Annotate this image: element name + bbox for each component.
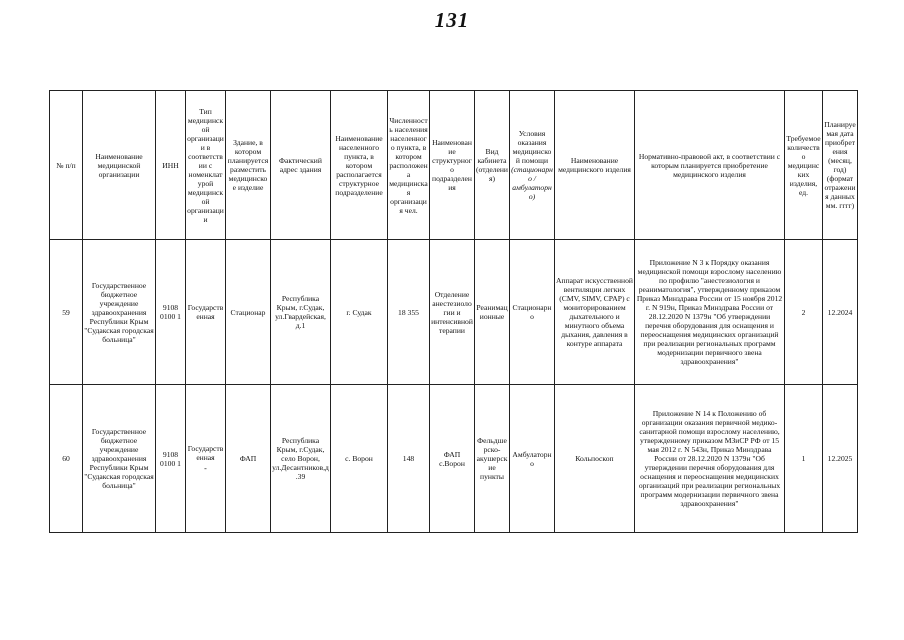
header-conditions [510,91,555,240]
header-building: Здание, в котором планируется разместить медицинское изделие [226,91,271,240]
cell-population: 148 [388,385,430,533]
header-locality: Наименование населенного пункта, в котором располагается структурное подразделение [331,91,388,240]
cell-building: Стационар [226,240,271,385]
header-room: Вид кабинета (отделения) [475,91,510,240]
equipment-table [49,90,858,533]
table-header-row [50,91,858,240]
page-number: 131 [434,8,470,32]
cell-inn: 9108 0100 1 [156,240,186,385]
cell-qty: 1 [785,385,823,533]
header-law: Нормативно-правовой акт, в соответствии с которым планируется приобретение медицинского изделия [635,91,785,240]
cell-locality: г. Судак [331,240,388,385]
cell-inn: 9108 0100 1 [156,385,186,533]
cell-building: ФАП [226,385,271,533]
cell-law: Приложение N 14 к Положению об организации оказания первичной медико-санитарной помощи взрослому населению, утвержденному приказом МЗиСР РФ от 15 мая 2012 г. N 543н, Приказ Минздрава России от 28.12.2020 N 1379н "Об утверждении перечня оборудования для оснащения и переоснащения медицинских организаций при реализации региональных программ модернизации первичного звена здравоохранения" [635,385,785,533]
cell-device: Аппарат искусственной вентиляции легких (CMV, SIMV, CPAP) с мониторированием дыхательного и минутного объема дыхания, давления в контуре аппарата [555,240,635,385]
cell-org-type-mark: - [204,464,207,473]
cell-num: 60 [50,385,83,533]
header-device: Наименование медицинского изделия [555,91,635,240]
cell-conditions: Стационарно [510,240,555,385]
header-population: Численность населения населенного пункта, в котором расположена медицинская организация чел. [388,91,430,240]
header-planned: Планируемая дата приобретения (месяц, год) (формат отражения данных мм. гггг) [823,91,858,240]
header-num: № п/п [50,91,83,240]
header-qty: Требуемое количество медицинских изделия, ед. [785,91,823,240]
table-row [50,385,858,533]
header-org-name: Наименование медицинской организации [83,91,156,240]
cell-num: 59 [50,240,83,385]
cell-planned: 12.2024 [823,240,858,385]
cell-qty: 2 [785,240,823,385]
cell-unit: ФАП с.Ворон [430,385,475,533]
cell-org-name: Государственное бюджетное учреждение здравоохранения Республики Крым "Судакская городская больница" [83,385,156,533]
header-unit: Наименование структурного подразделения [430,91,475,240]
header-address: Фактический адрес здания [271,91,331,240]
header-inn: ИНН [156,91,186,240]
cell-locality: с. Ворон [331,385,388,533]
header-org-type: Тип медицинской организации в соответствии с номенклатурой медицинской организации [186,91,226,240]
cell-planned: 12.2025 [823,385,858,533]
table-row [50,240,858,385]
header-conditions-options: (стационарно / амбулаторно) [511,165,553,201]
cell-org-type-text: Государственная [187,444,224,462]
header-conditions-label: Условия оказания медицинской помощи [512,129,552,165]
cell-address: Республика Крым, г.Судак, ул.Гвардейская, д.1 [271,240,331,385]
cell-address: Республика Крым, г.Судак, село Ворон, ул.Десантников,д.39 [271,385,331,533]
cell-room: Фельдшерско-акушерские пункты [475,385,510,533]
cell-room: Реанимационные [475,240,510,385]
cell-org-name: Государственное бюджетное учреждение здравоохранения Республики Крым "Судакская городская больница" [83,240,156,385]
cell-org-type: Государственная [186,240,226,385]
cell-conditions: Амбулаторно [510,385,555,533]
cell-law: Приложение N 3 к Порядку оказания медицинской помощи взрослому населению по профилю "анестезиология и реаниматология", утвержденному приказом Приказ Минздрава России от 15 ноября 2012 г. N 919н, Приказ Минздрава России от 28.12.2020 N 1379н "Об утверждении перечня оборудования для оснащения и переоснащения медицинских организаций при реализации региональных программ модернизации первичного звена здравоохранения" [635,240,785,385]
cell-population: 18 355 [388,240,430,385]
cell-org-type [186,385,226,533]
cell-unit: Отделение анестезиологии и интенсивной терапии [430,240,475,385]
cell-device: Кольпоскоп [555,385,635,533]
